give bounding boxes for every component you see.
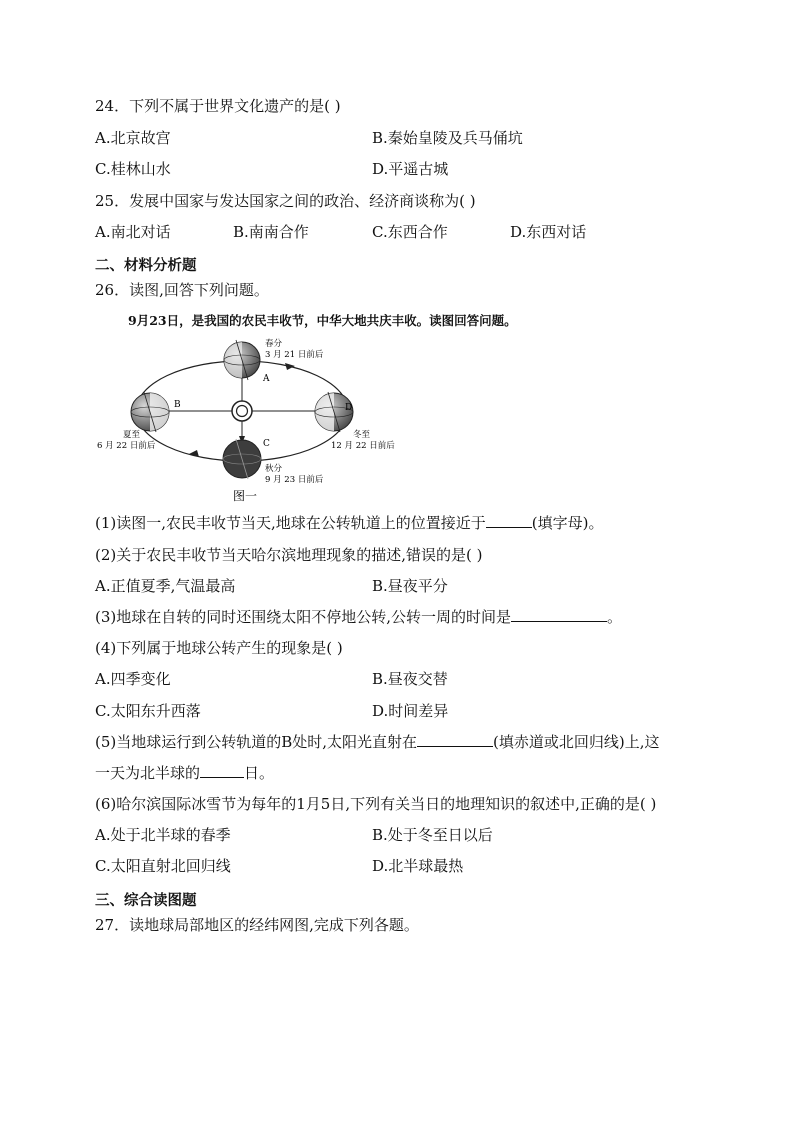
label-spring-name: 春分 [265, 339, 283, 349]
label-autumn-date: 9 月 23 日前后 [265, 475, 324, 485]
q26-sub5-middle: (填赤道或北回归线)上,这 [493, 733, 660, 751]
q26-sub3 [95, 607, 622, 627]
q26-sub5-answer-blank-2[interactable] [200, 763, 244, 778]
q26-sub3-text: (3)地球在自转的同时还围绕太阳不停地公转,公转一周的时间是 [95, 608, 512, 626]
q26-sub6-option-c: C.太阳直射北回归线 [95, 857, 231, 875]
q26-sub5-text-2: 一天为北半球的 [95, 764, 201, 782]
earth-globe-c-icon [223, 439, 261, 479]
orbit-arrow-icon [285, 363, 295, 370]
section-title-material-analysis: 二、材料分析题 [95, 258, 197, 274]
q26-sub5-suffix: 日。 [244, 764, 275, 782]
q26-sub5-text: (5)当地球运行到公转轨道的B处时,太阳光直射在 [95, 733, 418, 751]
q24-stem: 24．下列不属于世界文化遗产的是( ) [95, 97, 341, 115]
q26-sub4: (4)下列属于地球公转产生的现象是( ) [95, 639, 343, 657]
q25-stem: 25．发展中国家与发达国家之间的政治、经济商谈称为( ) [95, 192, 476, 210]
label-summer-name: 夏至 [123, 430, 141, 440]
q27-stem: 27．读地球局部地区的经纬网图,完成下列各题。 [95, 916, 419, 934]
q26-sub3-suffix: 。 [607, 608, 623, 626]
earth-revolution-figure [95, 336, 415, 504]
q24-option-d: D.平遥古城 [372, 160, 449, 178]
q26-sub6: (6)哈尔滨国际冰雪节为每年的1月5日,下列有关当日的地理知识的叙述中,正确的是( ) [95, 795, 657, 813]
q25-option-a: A.南北对话 [95, 223, 171, 241]
q26-sub6-option-b: B.处于冬至日以后 [372, 826, 493, 844]
q24-option-a: A.北京故宫 [95, 129, 171, 147]
q25-option-b: B.南南合作 [233, 223, 309, 241]
label-summer-date: 6 月 22 日前后 [97, 441, 156, 451]
label-d: D [345, 403, 353, 413]
earth-globe-b-icon [131, 392, 169, 432]
q26-sub6-option-d: D.北半球最热 [372, 857, 464, 875]
section-title-map-reading: 三、综合读图题 [95, 893, 197, 909]
q26-sub5 [95, 732, 660, 752]
q26-sub4-option-c: C.太阳东升西落 [95, 702, 201, 720]
q26-sub1-answer-blank[interactable] [486, 513, 532, 528]
q26-sub5-answer-blank-1[interactable] [417, 732, 493, 747]
label-b: B [174, 400, 181, 410]
q26-sub1-text: (1)读图一,农民丰收节当天,地球在公转轨道上的位置接近于 [95, 514, 486, 532]
label-c: C [263, 439, 270, 449]
q26-sub4-option-d: D.时间差异 [372, 702, 449, 720]
label-winter-name: 冬至 [353, 430, 371, 440]
q26-stem: 26．读图,回答下列问题。 [95, 281, 269, 299]
q26-sub4-option-b: B.昼夜交替 [372, 670, 448, 688]
q25-option-d: D.东西对话 [510, 223, 587, 241]
q25-option-c: C.东西合作 [372, 223, 448, 241]
q26-sub6-option-a: A.处于北半球的春季 [95, 826, 231, 844]
q24-option-b: B.秦始皇陵及兵马俑坑 [372, 129, 523, 147]
label-a: A [263, 374, 270, 384]
earth-globe-a-icon [224, 340, 260, 380]
sun-icon [232, 401, 252, 421]
label-winter-date: 12 月 22 日前后 [331, 441, 395, 451]
q26-sub1 [95, 513, 604, 533]
label-spring-date: 3 月 21 日前后 [265, 350, 324, 360]
q26-sub2-option-b: B.昼夜平分 [372, 577, 448, 595]
q26-sub5-cont [95, 763, 274, 783]
q24-option-c: C.桂林山水 [95, 160, 171, 178]
q26-sub2: (2)关于农民丰收节当天哈尔滨地理现象的描述,错误的是( ) [95, 546, 483, 564]
q26-sub3-answer-blank[interactable] [511, 607, 607, 622]
q26-sub1-suffix: (填字母)。 [531, 514, 604, 532]
q26-sub2-option-a: A.正值夏季,气温最高 [95, 577, 236, 595]
q26-material-text: 9月23日，是我国的农民丰收节，中华大地共庆丰收。读图回答问题。 [128, 313, 517, 328]
q26-sub4-option-a: A.四季变化 [95, 670, 171, 688]
label-autumn-name: 秋分 [265, 464, 283, 474]
figure-caption: 图一 [233, 489, 258, 503]
